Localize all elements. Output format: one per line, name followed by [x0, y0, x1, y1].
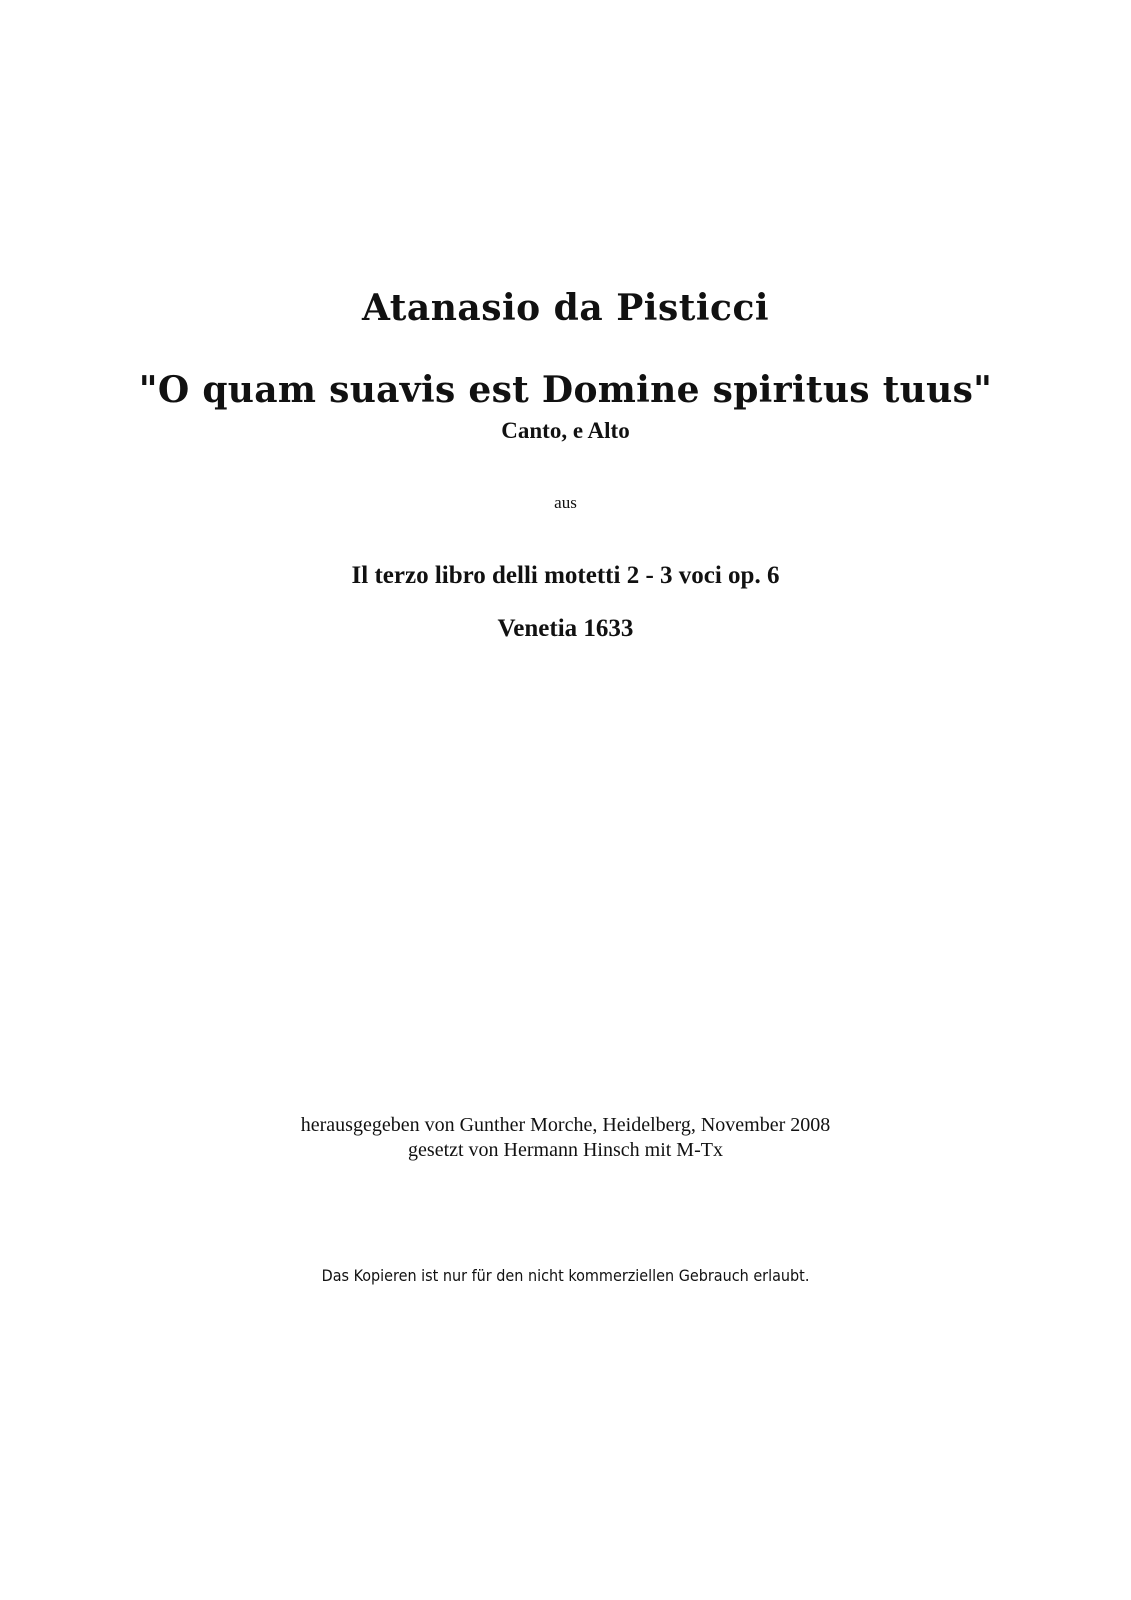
typesetter-credit: gesetzt von Hermann Hinsch mit M-Tx — [408, 1139, 723, 1161]
source-preposition: aus — [554, 493, 577, 512]
composer-name: Atanasio da Pisticci — [361, 287, 770, 329]
publication-place-year: Venetia 1633 — [497, 615, 634, 642]
copyright-notice: Das Kopieren ist nur für den nicht kommerziellen Gebrauch erlaubt. — [321, 1266, 810, 1285]
collection-title: Il terzo libro delli motetti 2 - 3 voci op. 6 — [351, 562, 780, 589]
work-title: "O quam suavis est Domine spiritus tuus" — [138, 369, 993, 411]
editor-credit: herausgegeben von Gunther Morche, Heidelberg, November 2008 — [300, 1114, 831, 1136]
voicing: Canto, e Alto — [501, 418, 630, 443]
